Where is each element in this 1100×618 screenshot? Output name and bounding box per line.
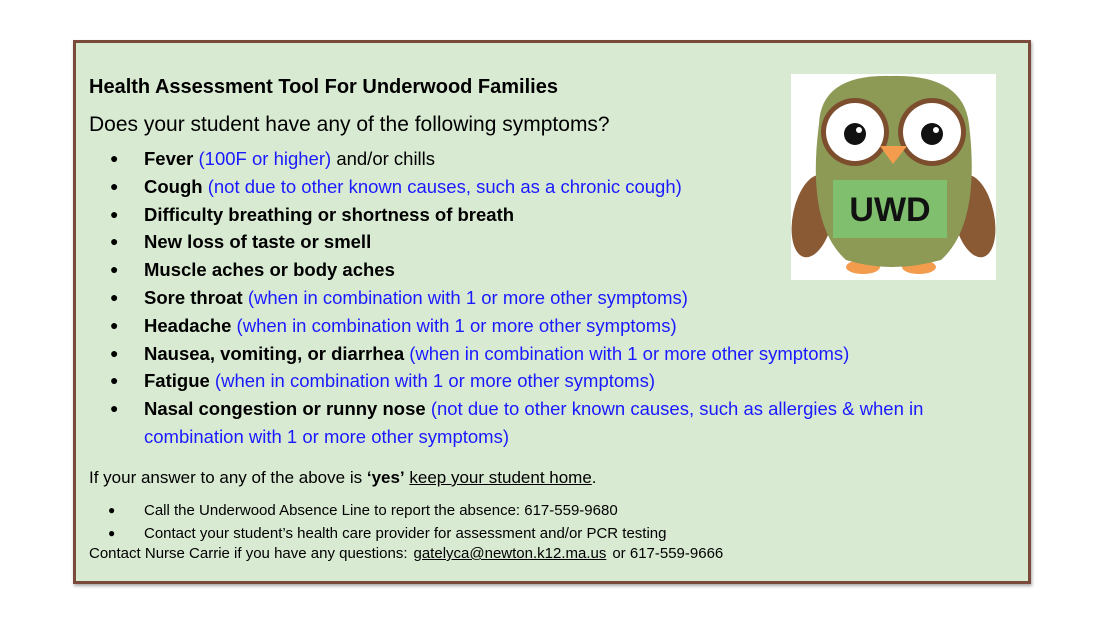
list-item xyxy=(76,367,1006,395)
list-item xyxy=(76,312,1006,340)
symptom-note: (when in combination with 1 or more other symptoms) xyxy=(247,286,688,308)
answer-instruction xyxy=(89,468,597,488)
symptom-note: (when in combination with 1 or more other symptoms) xyxy=(214,370,655,392)
list-item xyxy=(76,522,667,545)
answer-end: . xyxy=(591,468,597,487)
nurse-email-link[interactable]: gatelyca@newton.k12.ma.us xyxy=(413,545,607,562)
contact-line xyxy=(89,545,723,562)
action-text: Call the Underwood Absence Line to report the absence: 617-559-9680 xyxy=(144,502,618,519)
bullet-icon: ● xyxy=(110,372,119,389)
answer-action: keep your student home xyxy=(409,468,592,487)
answer-prefix: If your answer to any of the above is xyxy=(89,468,363,487)
symptom-note: (not due to other known causes, such as allergies & when in combination with 1 or more other symptoms) xyxy=(144,398,924,447)
owl-logo xyxy=(791,74,996,280)
symptom-note: (when in combination with 1 or more other symptoms) xyxy=(236,314,677,336)
bullet-icon: ● xyxy=(110,316,119,333)
symptom-name: Sore throat xyxy=(144,286,243,308)
symptom-question: Does your student have any of the following symptoms? xyxy=(89,113,610,136)
health-assessment-card xyxy=(73,40,1031,584)
bullet-icon: ● xyxy=(110,261,119,278)
list-item xyxy=(76,499,667,522)
symptom-suffix: and/or chills xyxy=(336,148,436,169)
action-text: Contact your student’s health care provider for assessment and/or PCR testing xyxy=(144,525,667,542)
bullet-icon: ● xyxy=(110,150,119,166)
action-list xyxy=(76,499,667,545)
bullet-icon: ● xyxy=(110,233,119,250)
owl-icon xyxy=(791,74,996,280)
symptom-name: New loss of taste or smell xyxy=(144,231,372,253)
symptom-note: (100F or higher) xyxy=(198,148,332,169)
list-item xyxy=(76,340,1006,368)
contact-prefix: Contact Nurse Carrie if you have any questions: xyxy=(89,545,408,562)
bullet-icon: ● xyxy=(108,503,116,517)
symptom-note: (when in combination with 1 or more other symptoms) xyxy=(409,342,850,364)
bullet-icon: ● xyxy=(110,205,119,222)
list-item xyxy=(76,284,1006,312)
symptom-name: Muscle aches or body aches xyxy=(144,259,395,281)
symptom-name: Fatigue xyxy=(144,370,210,392)
page-title: Health Assessment Tool For Underwood Families xyxy=(89,76,558,98)
contact-suffix: or 617-559-9666 xyxy=(612,545,724,562)
bullet-icon: ● xyxy=(108,526,116,540)
symptom-name: Difficulty breathing or shortness of breath xyxy=(144,203,515,225)
symptom-name: Nausea, vomiting, or diarrhea xyxy=(144,342,405,364)
bullet-icon: ● xyxy=(110,288,119,305)
symptom-note: (not due to other known causes, such as a chronic cough) xyxy=(207,175,682,197)
logo-text: UWD xyxy=(849,191,931,229)
symptom-name: Cough xyxy=(144,175,203,197)
list-item xyxy=(76,395,1006,451)
bullet-icon: ● xyxy=(110,344,119,361)
bullet-icon: ● xyxy=(110,400,119,417)
bullet-icon: ● xyxy=(110,177,119,194)
symptom-name: Nasal congestion or runny nose xyxy=(144,398,426,420)
symptom-name: Headache xyxy=(144,314,232,336)
symptom-name: Fever xyxy=(144,148,194,169)
answer-yes: ‘yes’ xyxy=(366,468,405,487)
